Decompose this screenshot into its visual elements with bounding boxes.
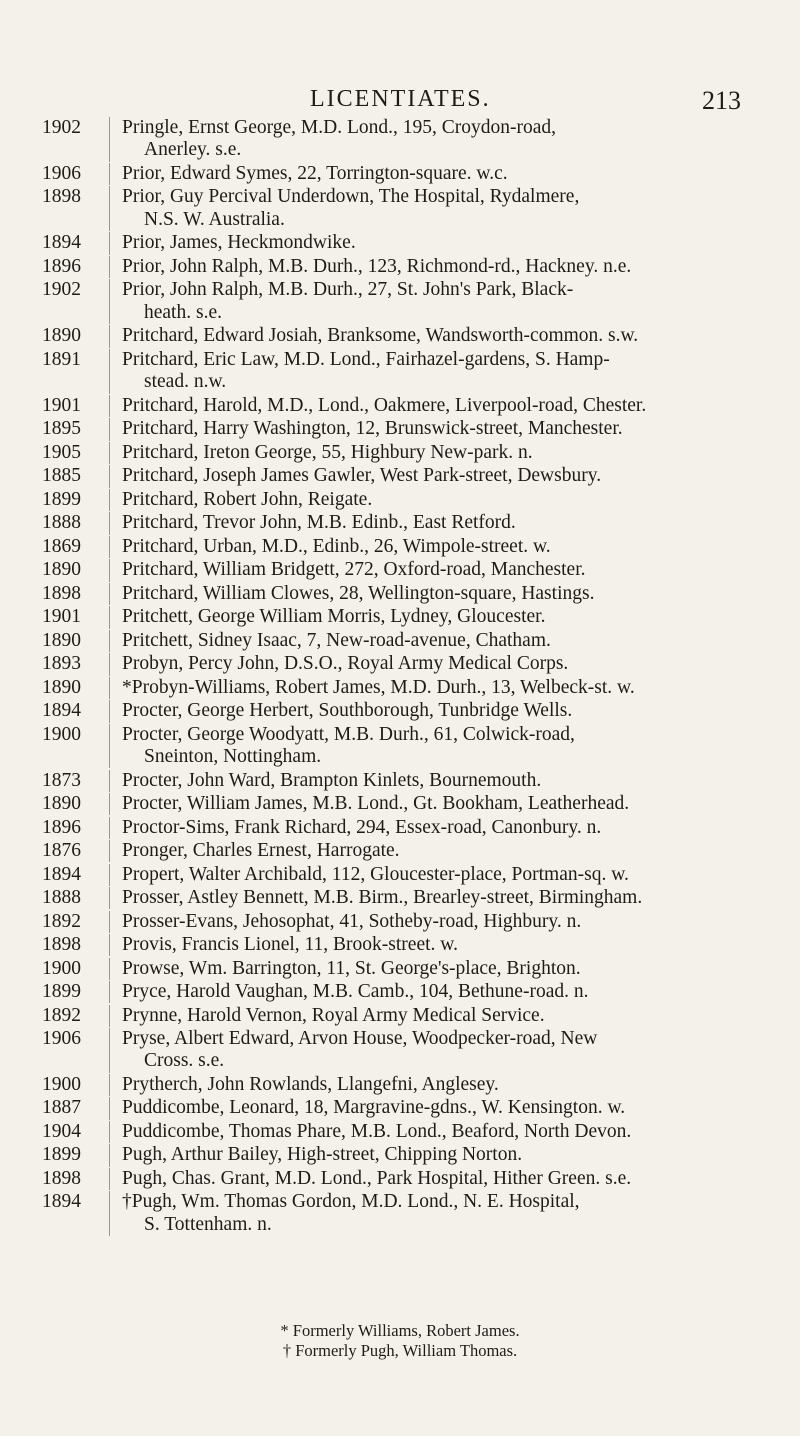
entry-continuation-line: Cross. s.e. (144, 1050, 225, 1072)
entry-continuation-line: N.S. W. Australia. (144, 208, 285, 230)
list-item (0, 1144, 800, 1166)
entry-text (110, 653, 800, 675)
entry-text (110, 1028, 800, 1073)
list-item (0, 677, 800, 699)
entry-year: 1891 (42, 348, 81, 370)
entry-line: Pryse, Albert Edward, Arvon House, Woodpecker-road, New (122, 1028, 598, 1050)
running-title: LICENTIATES. (310, 86, 491, 112)
entry-line: Proctor-Sims, Frank Richard, 294, Essex-road, Canonbury. n. (122, 816, 602, 838)
entry-line: Pritchard, William Clowes, 28, Wellington-square, Hastings. (122, 582, 595, 604)
list-item (0, 887, 800, 909)
entry-text (110, 1121, 800, 1143)
entry-line: Procter, George Woodyatt, M.B. Durh., 61, Colwick-road, (122, 723, 575, 745)
entry-text (110, 1097, 800, 1119)
entry-text (110, 279, 800, 324)
entry-text (110, 186, 800, 231)
entry-line: Prior, James, Heckmondwike. (122, 232, 356, 254)
list-item (0, 724, 800, 769)
entry-text (110, 677, 800, 699)
entry-line: Pugh, Arthur Bailey, High-street, Chipping Norton. (122, 1144, 523, 1166)
entry-line: Pritchard, Robert John, Reigate. (122, 488, 373, 510)
list-item (0, 770, 800, 792)
entry-line: Puddicombe, Leonard, 18, Margravine-gdns., W. Kensington. w. (122, 1097, 626, 1119)
entry-year: 1906 (42, 1028, 81, 1050)
entry-text (110, 1005, 800, 1027)
list-item (0, 256, 800, 278)
entry-text (110, 349, 800, 394)
entry-year: 1887 (42, 1097, 81, 1119)
entry-text (110, 536, 800, 558)
entry-year: 1900 (42, 957, 81, 979)
entry-line: Pritchard, Ireton George, 55, Highbury New-park. n. (122, 441, 533, 463)
entry-continuation-line: S. Tottenham. n. (144, 1213, 272, 1235)
entry-year: 1869 (42, 535, 81, 557)
entry-line: Pritchett, George William Morris, Lydney, Gloucester. (122, 606, 546, 628)
entry-text (110, 981, 800, 1003)
entry-year: 1900 (42, 1073, 81, 1095)
list-item (0, 442, 800, 464)
footnotes (0, 1321, 800, 1361)
list-item (0, 817, 800, 839)
list-item (0, 186, 800, 231)
entry-text (110, 840, 800, 862)
entry-text (110, 559, 800, 581)
entry-year: 1894 (42, 232, 81, 254)
list-item (0, 1191, 800, 1236)
list-item (0, 325, 800, 347)
entry-year: 1890 (42, 676, 81, 698)
list-item (0, 606, 800, 628)
entry-year: 1894 (42, 863, 81, 885)
entry-line: Pronger, Charles Ernest, Harrogate. (122, 840, 400, 862)
entry-year: 1894 (42, 700, 81, 722)
list-item (0, 583, 800, 605)
entry-line: Pritchard, William Bridgett, 272, Oxford-road, Manchester. (122, 559, 586, 581)
entry-line: Prior, Edward Symes, 22, Torrington-square. w.c. (122, 162, 508, 184)
entry-continuation-line: heath. s.e. (144, 301, 222, 323)
entry-line: Pugh, Chas. Grant, M.D. Lond., Park Hospital, Hither Green. s.e. (122, 1167, 632, 1189)
list-item (0, 840, 800, 862)
entry-text (110, 232, 800, 254)
entry-text (110, 442, 800, 464)
entry-line: Pritchard, Eric Law, M.D. Lond., Fairhazel-gardens, S. Hamp- (122, 348, 610, 370)
entry-line: Pritchard, Trevor John, M.B. Edinb., East Retford. (122, 512, 516, 534)
list-item (0, 349, 800, 394)
list-item (0, 958, 800, 980)
list-item (0, 279, 800, 324)
entry-year: 1893 (42, 653, 81, 675)
entry-text (110, 934, 800, 956)
list-item (0, 864, 800, 886)
entry-text (110, 700, 800, 722)
entry-year: 1902 (42, 117, 81, 138)
entry-line: Procter, William James, M.B. Lond., Gt. Bookham, Leatherhead. (122, 793, 630, 815)
entry-year: 1896 (42, 255, 81, 277)
list-item (0, 465, 800, 487)
entry-year: 1899 (42, 1144, 81, 1166)
entry-line: Prowse, Wm. Barrington, 11, St. George's-place, Brighton. (122, 957, 581, 979)
list-item (0, 117, 800, 162)
entry-text (110, 770, 800, 792)
entry-line: Prosser-Evans, Jehosophat, 41, Sotheby-road, Highbury. n. (122, 910, 582, 932)
list-item (0, 653, 800, 675)
entry-year: 1906 (42, 162, 81, 184)
entry-line: Pringle, Ernst George, M.D. Lond., 195, Croydon-road, (122, 117, 556, 138)
entry-line: Pritchard, Edward Josiah, Branksome, Wandsworth-common. s.w. (122, 325, 639, 347)
list-item (0, 981, 800, 1003)
entry-text (110, 606, 800, 628)
entry-text (110, 887, 800, 909)
list-item (0, 1097, 800, 1119)
entry-line: Prior, John Ralph, M.B. Durh., 27, St. John's Park, Black- (122, 279, 574, 301)
list-item (0, 559, 800, 581)
entry-text (110, 1074, 800, 1096)
list-item (0, 1005, 800, 1027)
entry-line: Prior, Guy Percival Underdown, The Hospital, Rydalmere, (122, 186, 580, 208)
entry-line: Pryce, Harold Vaughan, M.B. Camb., 104, Bethune-road. n. (122, 981, 589, 1003)
entry-line: Prytherch, John Rowlands, Llangefni, Anglesey. (122, 1073, 499, 1095)
entry-line: Prynne, Harold Vernon, Royal Army Medical Service. (122, 1004, 545, 1026)
entry-year: 1898 (42, 582, 81, 604)
entry-text (110, 864, 800, 886)
entry-line: Pritchard, Urban, M.D., Edinb., 26, Wimpole-street. w. (122, 535, 551, 557)
entry-year: 1890 (42, 629, 81, 651)
entry-line: Prosser, Astley Bennett, M.B. Birm., Brearley-street, Birmingham. (122, 887, 643, 909)
entry-year: 1890 (42, 325, 81, 347)
licentiates-list (0, 117, 800, 1237)
entry-line: Pritchett, Sidney Isaac, 7, New-road-avenue, Chatham. (122, 629, 551, 651)
entry-text (110, 395, 800, 417)
entry-text (110, 793, 800, 815)
entry-year: 1895 (42, 418, 81, 440)
entry-year: 1898 (42, 934, 81, 956)
entry-line: Procter, George Herbert, Southborough, Tunbridge Wells. (122, 700, 573, 722)
list-item (0, 1168, 800, 1190)
entry-year: 1894 (42, 1191, 81, 1213)
list-item (0, 1028, 800, 1073)
list-item (0, 536, 800, 558)
entry-text (110, 256, 800, 278)
entry-text (110, 489, 800, 511)
entry-year: 1888 (42, 887, 81, 909)
entry-year: 1892 (42, 910, 81, 932)
entry-line: Procter, John Ward, Brampton Kinlets, Bournemouth. (122, 769, 542, 791)
entry-text (110, 911, 800, 933)
entry-year: 1898 (42, 186, 81, 208)
entry-line: †Pugh, Wm. Thomas Gordon, M.D. Lond., N. E. Hospital, (122, 1191, 580, 1213)
entry-year: 1890 (42, 559, 81, 581)
footnote: * Formerly Williams, Robert James. (280, 1321, 520, 1340)
entry-year: 1904 (42, 1120, 81, 1142)
entry-line: *Probyn-Williams, Robert James, M.D. Durh., 13, Welbeck-st. w. (122, 676, 635, 698)
entry-text (110, 512, 800, 534)
entry-text (110, 958, 800, 980)
entry-line: Pritchard, Harry Washington, 12, Brunswick-street, Manchester. (122, 418, 623, 440)
entry-line: Provis, Francis Lionel, 11, Brook-street. w. (122, 934, 458, 956)
list-item (0, 934, 800, 956)
entry-text (110, 630, 800, 652)
list-item (0, 395, 800, 417)
entry-line: Probyn, Percy John, D.S.O., Royal Army Medical Corps. (122, 653, 569, 675)
running-head (0, 86, 800, 116)
entry-continuation-line: Anerley. s.e. (144, 139, 242, 161)
entry-year: 1898 (42, 1167, 81, 1189)
entry-text (110, 583, 800, 605)
entry-line: Puddicombe, Thomas Phare, M.B. Lond., Beaford, North Devon. (122, 1120, 632, 1142)
entry-year: 1900 (42, 723, 81, 745)
list-item (0, 512, 800, 534)
entry-text (110, 163, 800, 185)
list-item (0, 163, 800, 185)
list-item (0, 232, 800, 254)
entry-year: 1896 (42, 816, 81, 838)
entry-line: Propert, Walter Archibald, 112, Gloucester-place, Portman-sq. w. (122, 863, 629, 885)
entry-year: 1885 (42, 465, 81, 487)
entry-year: 1902 (42, 279, 81, 301)
list-item (0, 700, 800, 722)
entry-year: 1901 (42, 394, 81, 416)
page-number: 213 (702, 86, 741, 115)
entry-continuation-line: Sneinton, Nottingham. (144, 746, 322, 768)
list-item (0, 911, 800, 933)
list-item (0, 489, 800, 511)
entry-year: 1899 (42, 488, 81, 510)
entry-year: 1890 (42, 793, 81, 815)
entry-continuation-line: stead. n.w. (144, 371, 227, 393)
entry-text (110, 1191, 800, 1236)
entry-text (110, 325, 800, 347)
entry-year: 1876 (42, 840, 81, 862)
entry-text (110, 1144, 800, 1166)
entry-line: Prior, John Ralph, M.B. Durh., 123, Richmond-rd., Hackney. n.e. (122, 255, 632, 277)
entry-line: Pritchard, Harold, M.D., Lond., Oakmere, Liverpool-road, Chester. (122, 394, 647, 416)
entry-text (110, 724, 800, 769)
list-item (0, 1121, 800, 1143)
entry-text (110, 817, 800, 839)
entry-text (110, 117, 800, 162)
entry-year: 1901 (42, 606, 81, 628)
list-item (0, 418, 800, 440)
entry-text (110, 1168, 800, 1190)
list-item (0, 630, 800, 652)
list-item (0, 793, 800, 815)
entry-year: 1899 (42, 981, 81, 1003)
list-item (0, 1074, 800, 1096)
entry-line: Pritchard, Joseph James Gawler, West Park-street, Dewsbury. (122, 465, 602, 487)
entry-year: 1905 (42, 441, 81, 463)
entry-text (110, 465, 800, 487)
entry-year: 1873 (42, 769, 81, 791)
entry-text (110, 418, 800, 440)
footnote: † Formerly Pugh, William Thomas. (282, 1341, 518, 1360)
entry-year: 1888 (42, 512, 81, 534)
entry-year: 1892 (42, 1004, 81, 1026)
